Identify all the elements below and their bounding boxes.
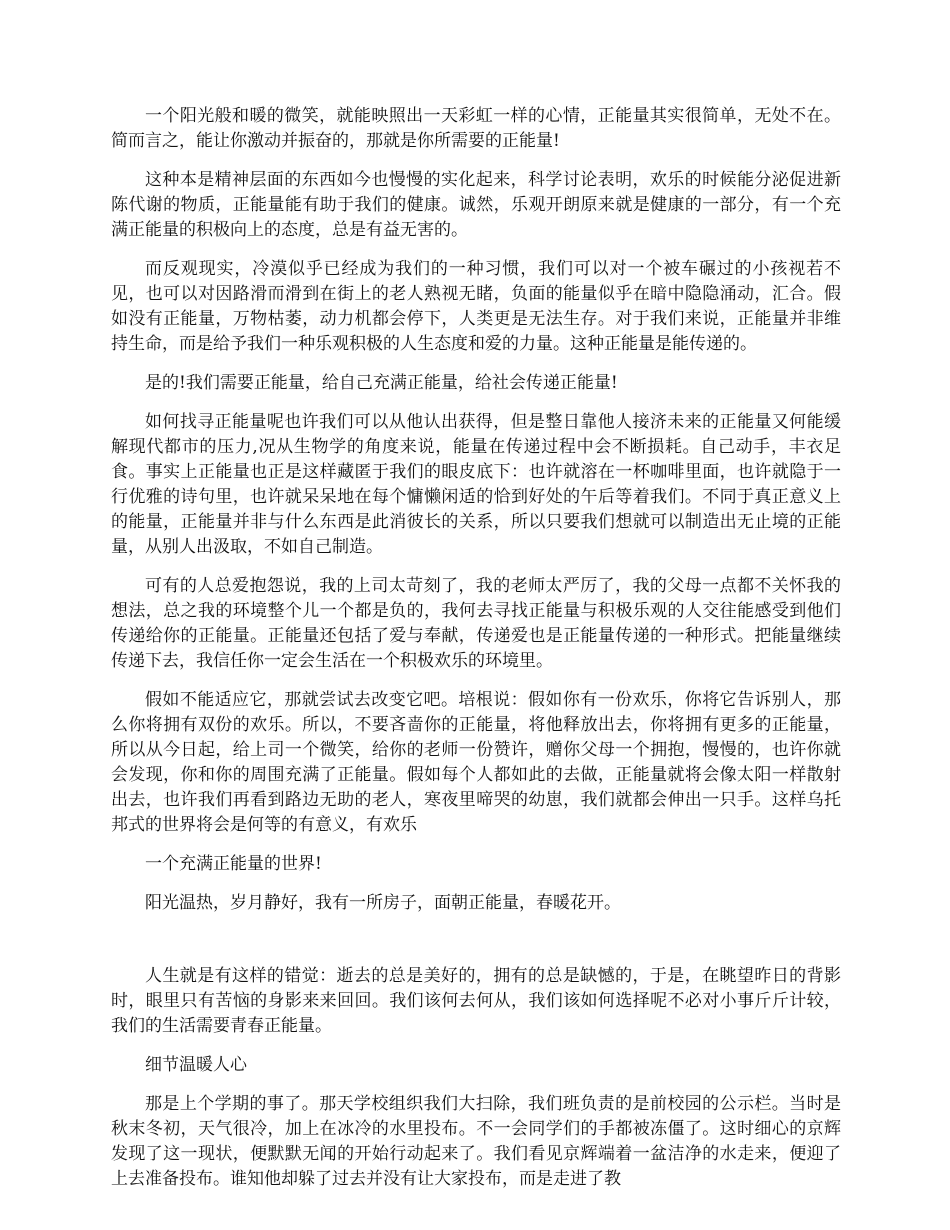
document-page (111, 104, 841, 1206)
paragraph-4: 是的!我们需要正能量，给自己充满正能量，给社会传递正能量! (145, 373, 618, 393)
section-heading: 细节温暖人心 (145, 1055, 247, 1075)
paragraph-2: 这种本是精神层面的东西如今也慢慢的实化起来，科学讨论表明，欢乐的时候能分泌促进新陈代谢的物质，正能量能有助于我们的健康。诚然，乐观开朗原来就是健康的一部分，有一个充满正能量的积极向上的态度，总是有益无害的。 (111, 170, 841, 240)
paragraph-10: 人生就是有这样的错觉：逝去的总是美好的，拥有的总是缺憾的，于是，在眺望昨日的背影时，眼里只有苦恼的身影来来回回。我们该何去何从，我们该如何选择呢不必对小事斤斤计较，我们的生活需要青春正能量。 (111, 966, 841, 1036)
paragraph-8: 一个充满正能量的世界! (145, 854, 322, 874)
paragraph-12: 那是上个学期的事了。那天学校组织我们大扫除，我们班负责的是前校园的公示栏。当时是秋末冬初，天气很冷，加上在冰冷的水里投布。不一会同学们的手都被冻僵了。这时细心的京辉发现了这一现状，便默默无闻的开始行动起来了。我们看见京辉端着一盆洁净的水走来，便迎了上去准备投布。谁知他却躲了过去并没有让大家投布，而是走进了教 (111, 1094, 841, 1189)
paragraph-6: 可有的人总爱抱怨说，我的上司太苛刻了，我的老师太严厉了，我的父母一点都不关怀我的想法，总之我的环境整个儿一个都是负的，我何去寻找正能量与积极乐观的人交往能感受到他们传递给你的正能量。正能量还包括了爱与奉献，传递爱也是正能量传递的一种形式。把能量继续传递下去，我信任你一定会生活在一个积极欢乐的环境里。 (111, 576, 841, 671)
paragraph-9: 阳光温热，岁月静好，我有一所房子，面朝正能量，春暖花开。 (145, 893, 621, 913)
paragraph-7: 假如不能适应它，那就尝试去改变它吧。培根说：假如你有一份欢乐，你将它告诉别人，那么你将拥有双份的欢乐。所以，不要吝啬你的正能量，将他释放出去，你将拥有更多的正能量，所以从今日起，给上司一个微笑，给你的老师一份赞许，赠你父母一个拥抱，慢慢的，也许你就会发现，你和你的周围充满了正能量。假如每个人都如此的去做，正能量就将会像太阳一样散射出去，也许我们再看到路边无助的老人，寒夜里啼哭的幼崽，我们就都会伸出一只手。这样乌托邦式的世界将会是何等的有意义，有欢乐 (111, 690, 841, 835)
paragraph-5: 如何找寻正能量呢也许我们可以从他认出获得，但是整日靠他人接济未来的正能量又何能缓解现代都市的压力,况从生物学的角度来说，能量在传递过程中会不断损耗。自己动手，丰衣足食。事实上正能量也正是这样藏匿于我们的眼皮底下：也许就溶在一杯咖啡里面，也许就隐于一行优雅的诗句里，也许就呆呆地在每个慵懒闲适的恰到好处的午后等着我们。不同于真正意义上的能量，正能量并非与什么东西是此消彼长的关系，所以只要我们想就可以制造出无止境的正能量，从别人出汲取，不如自己制造。 (111, 412, 841, 557)
paragraph-3: 而反观现实，冷漠似乎已经成为我们的一种习惯，我们可以对一个被车碾过的小孩视若不见，也可以对因路滑而滑到在街上的老人熟视无睹，负面的能量似乎在暗中隐隐涌动，汇合。假如没有正能量，万物枯萎，动力机都会停下，人类更是无法生存。对于我们来说，正能量并非维持生命，而是给予我们一种乐观积极的人生态度和爱的力量。这种正能量是能传递的。 (111, 259, 841, 354)
paragraph-1: 一个阳光般和暖的微笑，就能映照出一天彩虹一样的心情，正能量其实很简单，无处不在。简而言之，能让你激动并振奋的，那就是你所需要的正能量! (111, 106, 841, 151)
